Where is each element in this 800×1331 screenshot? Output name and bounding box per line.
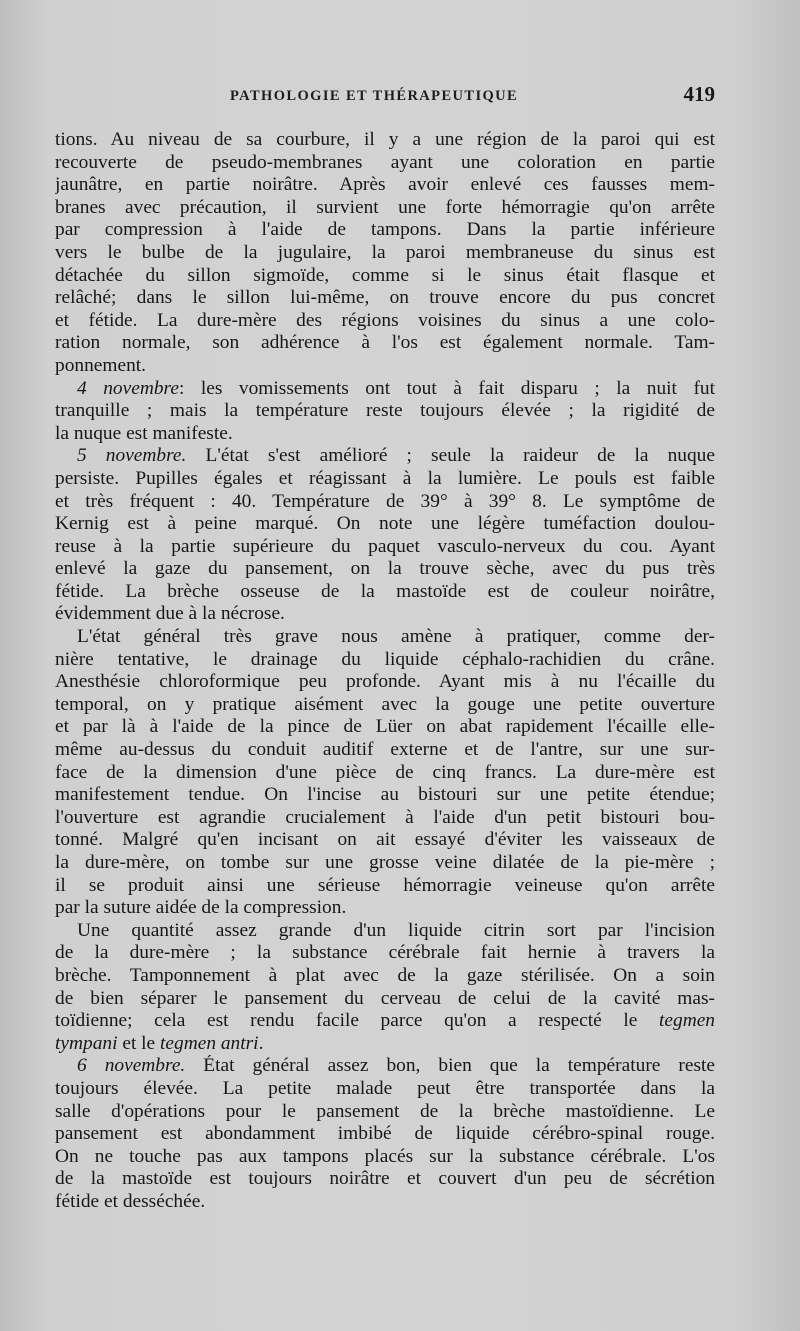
text-line: de bien séparer le pansement du cerveau de celui de la cavité mas- — [55, 987, 715, 1009]
text-line: vers le bulbe de la jugulaire, la paroi membraneuse du sinus est — [55, 241, 715, 263]
text-line: et très fréquent : 40. Température de 39° à 39° 8. Le symptôme de — [55, 490, 715, 512]
text-run: : les vomissements ont tout à fait disparu ; la nuit fut — [178, 377, 715, 399]
date-6-novembre: 6 novembre. — [77, 1055, 186, 1077]
text-line: brèche. Tamponnement à plat avec de la gaze stérilisée. On a soin — [55, 964, 715, 986]
text-line: Kernig est à peine marqué. On note une légère tuméfaction doulou- — [55, 513, 715, 535]
page-number: 419 — [683, 82, 715, 106]
text-line: fétide. La brèche osseuse de la mastoïde est de couleur noirâtre, — [55, 580, 715, 602]
text-line: tions. Au niveau de sa courbure, il y a une région de la paroi qui est — [55, 129, 715, 150]
tympani-term: tympani — [55, 1032, 118, 1054]
text-line: et fétide. La dure-mère des régions voisines du sinus a une colo- — [55, 309, 715, 331]
tegmen-antri-term: tegmen antri — [160, 1032, 259, 1054]
text-line: la nuque est manifeste. — [55, 422, 233, 444]
text-line: ration normale, son adhérence à l'os est également normale. Tam- — [55, 332, 715, 354]
text-line: enlevé la gaze du pansement, on la trouve sèche, avec du pus très — [55, 558, 715, 580]
text-line: par la suture aidée de la compression. — [55, 897, 347, 919]
text-line: Anesthésie chloroformique peu profonde. Ayant mis à nu l'écaille du — [55, 671, 715, 693]
text-line: pansement est abondamment imbibé de liquide cérébro-spinal rouge. — [55, 1123, 715, 1145]
text-line: détachée du sillon sigmoïde, comme si le sinus était flasque et — [55, 264, 715, 286]
page-header — [55, 84, 715, 112]
text-run: L'état s'est amélioré ; seule la raideur de la nuque — [186, 445, 715, 467]
date-5-novembre: 5 novembre. — [77, 445, 187, 467]
text-line: On ne touche pas aux tampons placés sur la substance cérébrale. L'os — [55, 1145, 715, 1167]
text-line: temporal, on y pratique aisément avec la gouge une petite ouverture — [55, 693, 715, 715]
text-line: par compression à l'aide de tampons. Dans la partie inférieure — [55, 219, 715, 241]
text-run: et le — [117, 1032, 161, 1054]
text-line: toujours élevée. La petite malade peut être transportée dans la — [55, 1077, 715, 1099]
text-line: face de la dimension d'une pièce de cinq francs. La dure-mère est — [55, 761, 715, 783]
text-line: branes avec précaution, il survient une forte hémorragie qu'on arrête — [55, 196, 715, 218]
text-line: ponnement. — [55, 354, 147, 376]
text-line: recouverte de pseudo-membranes ayant une coloration en partie — [55, 151, 715, 173]
text-run: toïdienne; cela est rendu facile parce qu'on a respecté le — [55, 1010, 638, 1032]
paragraph-line — [55, 1033, 715, 1056]
text-line: nière tentative, le drainage du liquide céphalo-rachidien du crâne. — [55, 648, 715, 670]
text-line: jaunâtre, en partie noirâtre. Après avoir enlevé ces fausses mem- — [55, 174, 715, 196]
text-line: tonné. Malgré qu'en incisant on ait essayé d'éviter les vaisseaux de — [55, 829, 715, 851]
text-line: il se produit ainsi une sérieuse hémorragie veineuse qu'on arrête — [55, 874, 715, 896]
text-line: de la mastoïde est toujours noirâtre et couvert d'un peu de sécrétion — [55, 1168, 715, 1190]
text-line: et par là à l'aide de la pince de Lüer on abat rapidement l'écaille elle- — [55, 716, 715, 738]
paragraph-line — [55, 378, 715, 401]
text-line: évidemment due à la nécrose. — [55, 603, 285, 625]
text-line: tranquille ; mais la température reste toujours élevée ; la rigidité de — [55, 400, 715, 422]
text-line: même au-dessus du conduit auditif externe et de l'antre, sur une sur- — [55, 739, 715, 761]
body-text — [55, 129, 715, 1214]
text-line: manifestement tendue. On l'incise au bistouri sur une petite étendue; — [55, 784, 715, 806]
tegmen-term: tegmen — [659, 1010, 715, 1032]
text-run: État général assez bon, bien que la température reste — [185, 1055, 715, 1077]
paragraph-line — [55, 1010, 715, 1033]
text-line: reuse à la partie supérieure du paquet vasculo-nerveux du cou. Ayant — [55, 535, 715, 557]
text-line: fétide et desséchée. — [55, 1190, 206, 1212]
text-line: de la dure-mère ; la substance cérébrale fait hernie à travers la — [55, 942, 715, 964]
text-run: . — [258, 1032, 264, 1054]
text-line: relâché; dans le sillon lui-même, on trouve encore du pus concret — [55, 287, 715, 309]
text-line: persiste. Pupilles égales et réagissant à la lumière. Le pouls est faible — [55, 467, 715, 489]
date-4-novembre: 4 novembre — [77, 377, 179, 399]
running-title: PATHOLOGIE ET THÉRAPEUTIQUE — [230, 88, 519, 104]
text-line: L'état général très grave nous amène à pratiquer, comme der- — [77, 626, 715, 648]
paragraph-line — [55, 445, 715, 468]
text-line: salle d'opérations pour le pansement de la brèche mastoïdienne. Le — [55, 1100, 715, 1122]
paragraph-line — [55, 1055, 715, 1078]
text-line: l'ouverture est agrandie crucialement à l'aide d'un petit bistouri bou- — [55, 806, 715, 828]
text-line: Une quantité assez grande d'un liquide citrin sort par l'incision — [77, 919, 715, 941]
text-line: la dure-mère, on tombe sur une grosse veine dilatée de la pie-mère ; — [55, 852, 715, 873]
